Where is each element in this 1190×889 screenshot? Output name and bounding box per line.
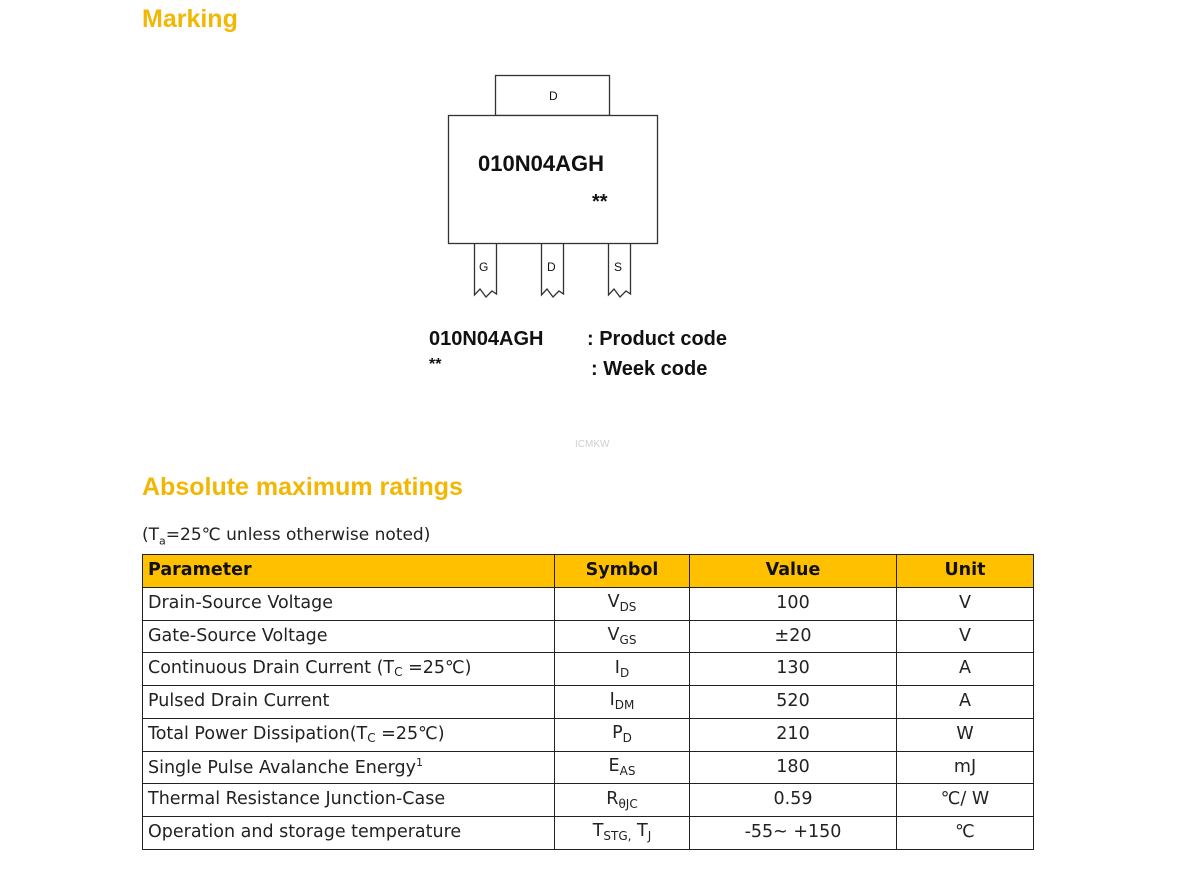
- symbol-cell: $V_{DS}$: [555, 587, 690, 620]
- value-cell: 210: [690, 718, 897, 751]
- table-row: [143, 686, 1034, 719]
- marking-section-title: Marking: [142, 5, 238, 33]
- param-cell: Operation and storage temperature: [143, 817, 555, 850]
- header-symbol: Symbol: [555, 555, 690, 588]
- header-value: Value: [690, 555, 897, 588]
- value-cell: 180: [690, 751, 897, 784]
- param-cell: Drain-Source Voltage: [143, 587, 555, 620]
- param-cell: Continuous Drain Current (TC =25℃): [143, 653, 555, 686]
- table-row: [143, 817, 1034, 850]
- unit-cell: A: [897, 686, 1034, 719]
- header-parameter: Parameter: [143, 555, 555, 588]
- header-unit: Unit: [897, 555, 1034, 588]
- symbol-cell: $I_{DM}$: [555, 686, 690, 719]
- watermark: ICMKW: [575, 439, 610, 450]
- legend-product-desc: : Product code: [587, 328, 728, 350]
- table-row: [143, 620, 1034, 653]
- table-header-row: [143, 555, 1034, 588]
- footnote-marker: 1: [416, 756, 424, 770]
- legend-product-code: 010N04AGH: [429, 328, 544, 350]
- table-row: [143, 653, 1034, 686]
- ratings-table: [142, 554, 1034, 850]
- ratings-condition-note: ($T_a=25℃$ unless otherwise noted): [142, 525, 431, 548]
- unit-cell: V: [897, 620, 1034, 653]
- value-cell: -55~ +150: [690, 817, 897, 850]
- table-row: [143, 718, 1034, 751]
- legend-week-desc: : Week code: [591, 358, 708, 380]
- package-product-code: 010N04AGH: [478, 151, 604, 176]
- param-cell: Total Power Dissipation(TC =25℃): [143, 718, 555, 751]
- unit-cell: mJ: [897, 751, 1034, 784]
- symbol-cell: $T_{STG,}$ $T_J$: [555, 817, 690, 850]
- package-week-code: **: [592, 191, 608, 213]
- unit-cell: ℃: [897, 817, 1034, 850]
- param-cell: Single Pulse Avalanche Energy$^1$: [143, 751, 555, 784]
- pin-label-d: D: [547, 260, 556, 274]
- tab-drain-label: D: [549, 89, 558, 103]
- unit-cell: W: [897, 718, 1034, 751]
- table-row: [143, 784, 1034, 817]
- value-cell: 130: [690, 653, 897, 686]
- param-cell: Pulsed Drain Current: [143, 686, 555, 719]
- symbol-cell: $I_D$: [555, 653, 690, 686]
- value-cell: 0.59: [690, 784, 897, 817]
- param-cell: Gate-Source Voltage: [143, 620, 555, 653]
- param-cell: Thermal Resistance Junction-Case: [143, 784, 555, 817]
- table-row: [143, 587, 1034, 620]
- unit-cell: V: [897, 587, 1034, 620]
- symbol-cell: $V_{GS}$: [555, 620, 690, 653]
- unit-cell: ℃/ W: [897, 784, 1034, 817]
- ratings-section-title: Absolute maximum ratings: [142, 473, 463, 501]
- pin-label-s: S: [614, 260, 623, 274]
- legend-week-code: **: [429, 356, 442, 373]
- symbol-cell: $E_{AS}$: [555, 751, 690, 784]
- value-cell: 100: [690, 587, 897, 620]
- unit-cell: A: [897, 653, 1034, 686]
- table-row: [143, 751, 1034, 784]
- symbol-cell: $P_D$: [555, 718, 690, 751]
- symbol-cell: $R_{\theta JC}$: [555, 784, 690, 817]
- pin-label-g: G: [479, 260, 489, 274]
- value-cell: ±20: [690, 620, 897, 653]
- value-cell: 520: [690, 686, 897, 719]
